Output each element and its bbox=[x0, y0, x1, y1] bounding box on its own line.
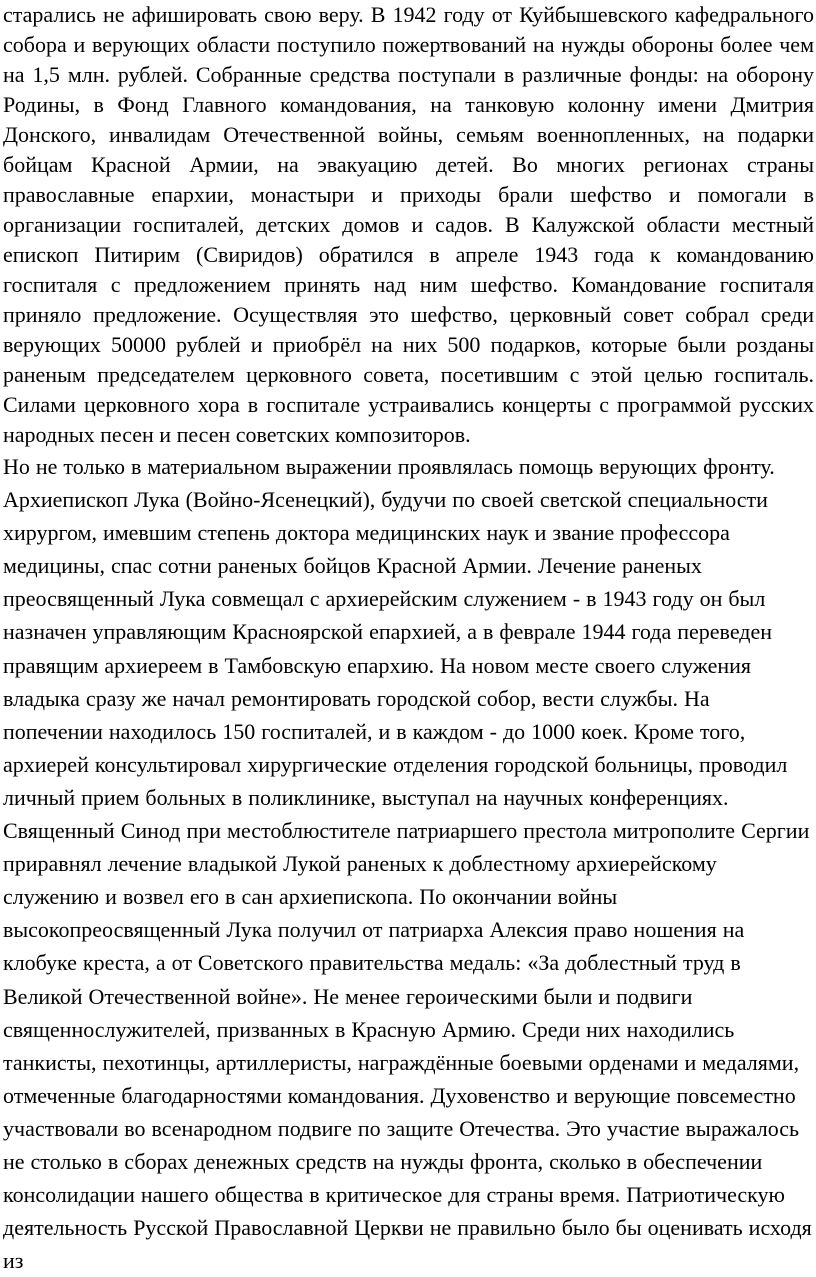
paragraph-archbishop-luka: Но не только в материальном выражении проявлялась помощь верующих фронту. Архиепископ Лука (Войно-Ясенецкий), будучи по своей светской специальности хирургом, имевшим степень доктора медицинских наук и звание профессора медицины, спас сотни раненых бойцов Красной Армии. Лечение раненых преосвященный Лука совмещал с архиерейским служением - в 1943 году он был назначен управляющим Красноярской епархией, а в феврале 1944 года переведен правящим архиереем в Тамбовскую епархию. На новом месте своего служения владыка сразу же начал ремонтировать городской собор, вести службы. На попечении находилось 150 госпиталей, и в каждом - до 1000 коек. Кроме того, архиерей консультировал хирургические отделения городской больницы, проводил личный прием больных в поликлинике, выступал на научных конференциях. Священный Синод при местоблюстителе патриаршего престола митрополите Сергии приравнял лечение владыкой Лукой раненых к доблестному архиерейскому служению и возвел его в сан архиепископа. По окончании войны высокопреосвященный Лука получил от патриарха Алексия право ношения на клобуке креста, а от Советского правительства медаль: «За доблестный труд в Великой Отечественной войне». Не менее героическими были и подвиги священнослужителей, призванных в Красную Армию. Среди них находились танкисты, пехотинцы, артиллеристы, награждённые боевыми орденами и медалями, отмеченные благодарностями командования. Духовенство и верующие повсеместно участвовали во всенародном подвиге по защите Отечества. Это участие выражалось не столько в сборах денежных средств на нужды фронта, сколько в обеспечении консолидации нашего общества в критическое для страны время. Патриотическую деятельность Русской Православной Церкви не правильно было бы оценивать исходя из bbox=[3, 454, 812, 1274]
paragraph-donations: старались не афишировать свою веру. В 1942 году от Куйбышевского кафедрального собора и верующих области поступило пожертвований на нужды обороны более чем на 1,5 млн. рублей. Собранные средства поступали в различные фонды: на оборону Родины, в Фонд Главного командования, на танковую колонну имени Дмитрия Донского, инвалидам Отечественной войны, семьям военнопленных, на подарки бойцам Красной Армии, на эвакуацию детей. Во многих регионах страны православные епархии, монастыри и приходы брали шефство и помогали в организации госпиталей, детских домов и садов. В Калужской области местный епископ Питирим (Свиридов) обратился в апреле 1943 года к командованию госпиталя с предложением принять над ним шефство. Командование госпиталя приняло предложение. Осуществляя это шефство, церковный совет собрал среди верующих 50000 рублей и приобрёл на них 500 подарков, которые были розданы раненым председателем церковного совета, посетившим с этой целью госпиталь. Силами церковного хора в госпитале устраивались концерты с программой русских народных песен и песен советских композиторов. bbox=[3, 2, 814, 447]
